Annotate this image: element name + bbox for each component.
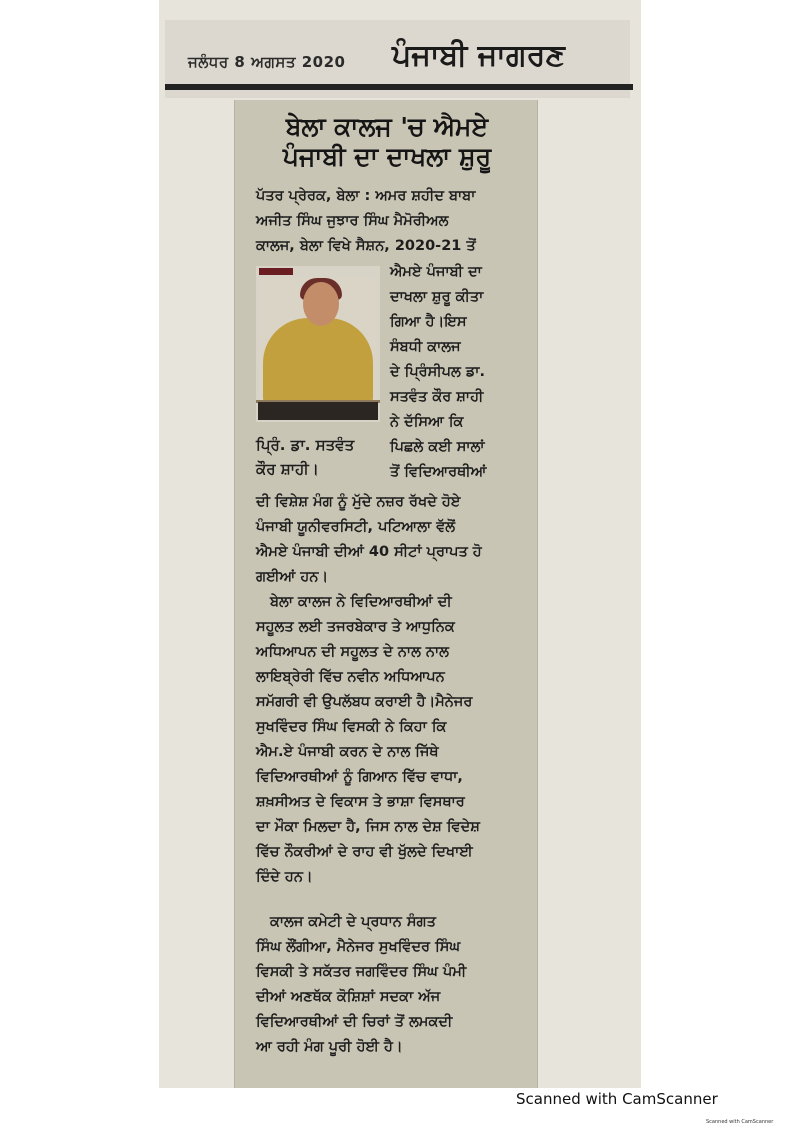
side-column-line: ਦਾਖਲਾ ਸ਼ੁਰੂ ਕੀਤਾ (390, 289, 484, 305)
side-column-line: ਦੇ ਪ੍ਰਿੰਸੀਪਲ ਡਾ. (390, 364, 485, 380)
body-line: ਵਿਸਕੀ ਤੇ ਸਕੱਤਰ ਜਗਵਿੰਦਰ ਸਿੰਘ ਪੰਮੀ (256, 964, 467, 980)
body-line: ਦਾ ਮੌਕਾ ਮਿਲਦਾ ਹੈ, ਜਿਸ ਨਾਲ ਦੇਸ਼ ਵਿਦੇਸ਼ (256, 819, 480, 835)
side-column-line: ਨੇ ਦੱਸਿਆ ਕਿ (390, 414, 464, 430)
body-line: ਦਿੰਦੇ ਹਨ। (256, 869, 313, 885)
body-line: ਗਈਆਂ ਹਨ। (256, 569, 329, 585)
photo-caption: ਪ੍ਰਿੰ. ਡਾ. ਸਤਵੰਤ (256, 436, 355, 454)
photo-top-strip (259, 268, 293, 275)
side-column-line: ਐਮਏ ਪੰਜਾਬੀ ਦਾ (390, 264, 482, 280)
camscanner-watermark: Scanned with CamScanner (516, 1090, 718, 1108)
masthead-dateline: ਜਲੰਧਰ 8 ਅਗਸਤ 2020 (188, 53, 346, 71)
photo-caption: ਕੌਰ ਸ਼ਾਹੀ। (256, 460, 319, 478)
headline-line: ਬੇਲਾ ਕਾਲਜ 'ਚ ਐਮਏ (285, 112, 489, 141)
body-line: ਲਾਇਬ੍ਰੇਰੀ ਵਿੱਚ ਨਵੀਨ ਅਧਿਆਪਨ (256, 669, 445, 685)
intro-line: ਕਾਲਜ, ਬੇਲਾ ਵਿਖੇ ਸੈਸ਼ਨ, 2020-21 ਤੋਂ (256, 238, 476, 254)
headline-line: ਪੰਜਾਬੀ ਦਾ ਦਾਖਲਾ ਸ਼ੁਰੂ (282, 142, 492, 171)
body-line: ਸਮੱਗਰੀ ਵੀ ਉਪਲੱਬਧ ਕਰਾਈ ਹੈ।ਮੈਨੇਜਰ (256, 694, 473, 710)
body-line: ਅਧਿਆਪਨ ਦੀ ਸਹੂਲਤ ਦੇ ਨਾਲ ਨਾਲ (256, 644, 449, 660)
body-line: ਪੰਜਾਬੀ ਯੂਨੀਵਰਸਿਟੀ, ਪਟਿਆਲਾ ਵੱਲੋਂ (256, 519, 456, 535)
body-line: ਸਿੰਘ ਲੌਂਗੀਆ, ਮੈਨੇਜਰ ਸੁਖਵਿੰਦਰ ਸਿੰਘ (256, 939, 461, 955)
intro-line: ਪੱਤਰ ਪ੍ਰੇਰਕ, ਬੇਲਾ : ਅਮਰ ਸ਼ਹੀਦ ਬਾਬਾ (256, 188, 476, 204)
body-line: ਆ ਰਹੀ ਮੰਗ ਪੂਰੀ ਹੋਈ ਹੈ। (256, 1039, 403, 1055)
side-column-line: ਪਿਛਲੇ ਕਈ ਸਾਲਾਂ (390, 439, 485, 455)
side-column-line: ਤੋਂ ਵਿਦਿਆਰਥੀਆਂ (390, 464, 487, 480)
side-column-line: ਸਤਵੰਤ ਕੌਰ ਸ਼ਾਹੀ (390, 389, 484, 405)
newspaper-name: ਪੰਜਾਬੀ ਜਾਗਰਣ (392, 38, 565, 73)
body-line: ਕਾਲਜ ਕਮੇਟੀ ਦੇ ਪ੍ਰਧਾਨ ਸੰਗਤ (270, 914, 436, 930)
body-line: ਬੇਲਾ ਕਾਲਜ ਨੇ ਵਿਦਿਆਰਥੀਆਂ ਦੀ (270, 594, 452, 610)
body-line: ਦੀ ਵਿਸ਼ੇਸ਼ ਮੰਗ ਨੂੰ ਮੁੱਦੇ ਨਜ਼ਰ ਰੱਖਦੇ ਹੋਏ (256, 494, 461, 510)
body-line: ਵਿੱਚ ਨੌਕਰੀਆਂ ਦੇ ਰਾਹ ਵੀ ਖੁੱਲਦੇ ਦਿਖਾਈ (256, 844, 473, 860)
photo-dupatta (263, 318, 373, 404)
article-headline (252, 112, 522, 172)
body-line: ਵਿਦਿਆਰਥੀਆਂ ਨੂੰ ਗਿਆਨ ਵਿੱਚ ਵਾਧਾ, (256, 769, 463, 785)
body-line: ਸੁਖਵਿੰਦਰ ਸਿੰਘ ਵਿਸਕੀ ਨੇ ਕਿਹਾ ਕਿ (256, 719, 447, 735)
photo-podium (258, 402, 378, 420)
side-column-line: ਸੰਬਧੀ ਕਾਲਜ (390, 339, 461, 355)
body-line: ਦੀਆਂ ਅਣਥੱਕ ਕੋਸ਼ਿਸ਼ਾਂ ਸਦਕਾ ਅੱਜ (256, 989, 441, 1005)
side-column-line: ਗਿਆ ਹੈ।ਇਸ (390, 314, 467, 330)
body-line: ਐਮਏ ਪੰਜਾਬੀ ਦੀਆਂ 40 ਸੀਟਾਂ ਪ੍ਰਾਪਤ ਹੋ (256, 544, 482, 560)
body-line: ਐਮ.ਏ ਪੰਜਾਬੀ ਕਰਨ ਦੇ ਨਾਲ ਜਿੱਥੇ (256, 744, 439, 760)
photo-face (303, 282, 339, 326)
intro-line: ਅਜੀਤ ਸਿੰਘ ਜੁਝਾਰ ਸਿੰਘ ਮੈਮੋਰੀਅਲ (256, 213, 449, 229)
body-line: ਵਿਦਿਆਰਥੀਆਂ ਦੀ ਚਿਰਾਂ ਤੋਂ ਲਮਕਦੀ (256, 1014, 453, 1030)
masthead-rule (165, 84, 633, 90)
camscanner-small-watermark: Scanned with CamScanner (706, 1119, 774, 1125)
body-line: ਸਹੂਲਤ ਲਈ ਤਜਰਬੇਕਾਰ ਤੇ ਆਧੁਨਿਕ (256, 619, 455, 635)
body-line: ਸ਼ਖ਼ਸੀਅਤ ਦੇ ਵਿਕਾਸ ਤੇ ਭਾਸ਼ਾ ਵਿਸਥਾਰ (256, 794, 465, 810)
